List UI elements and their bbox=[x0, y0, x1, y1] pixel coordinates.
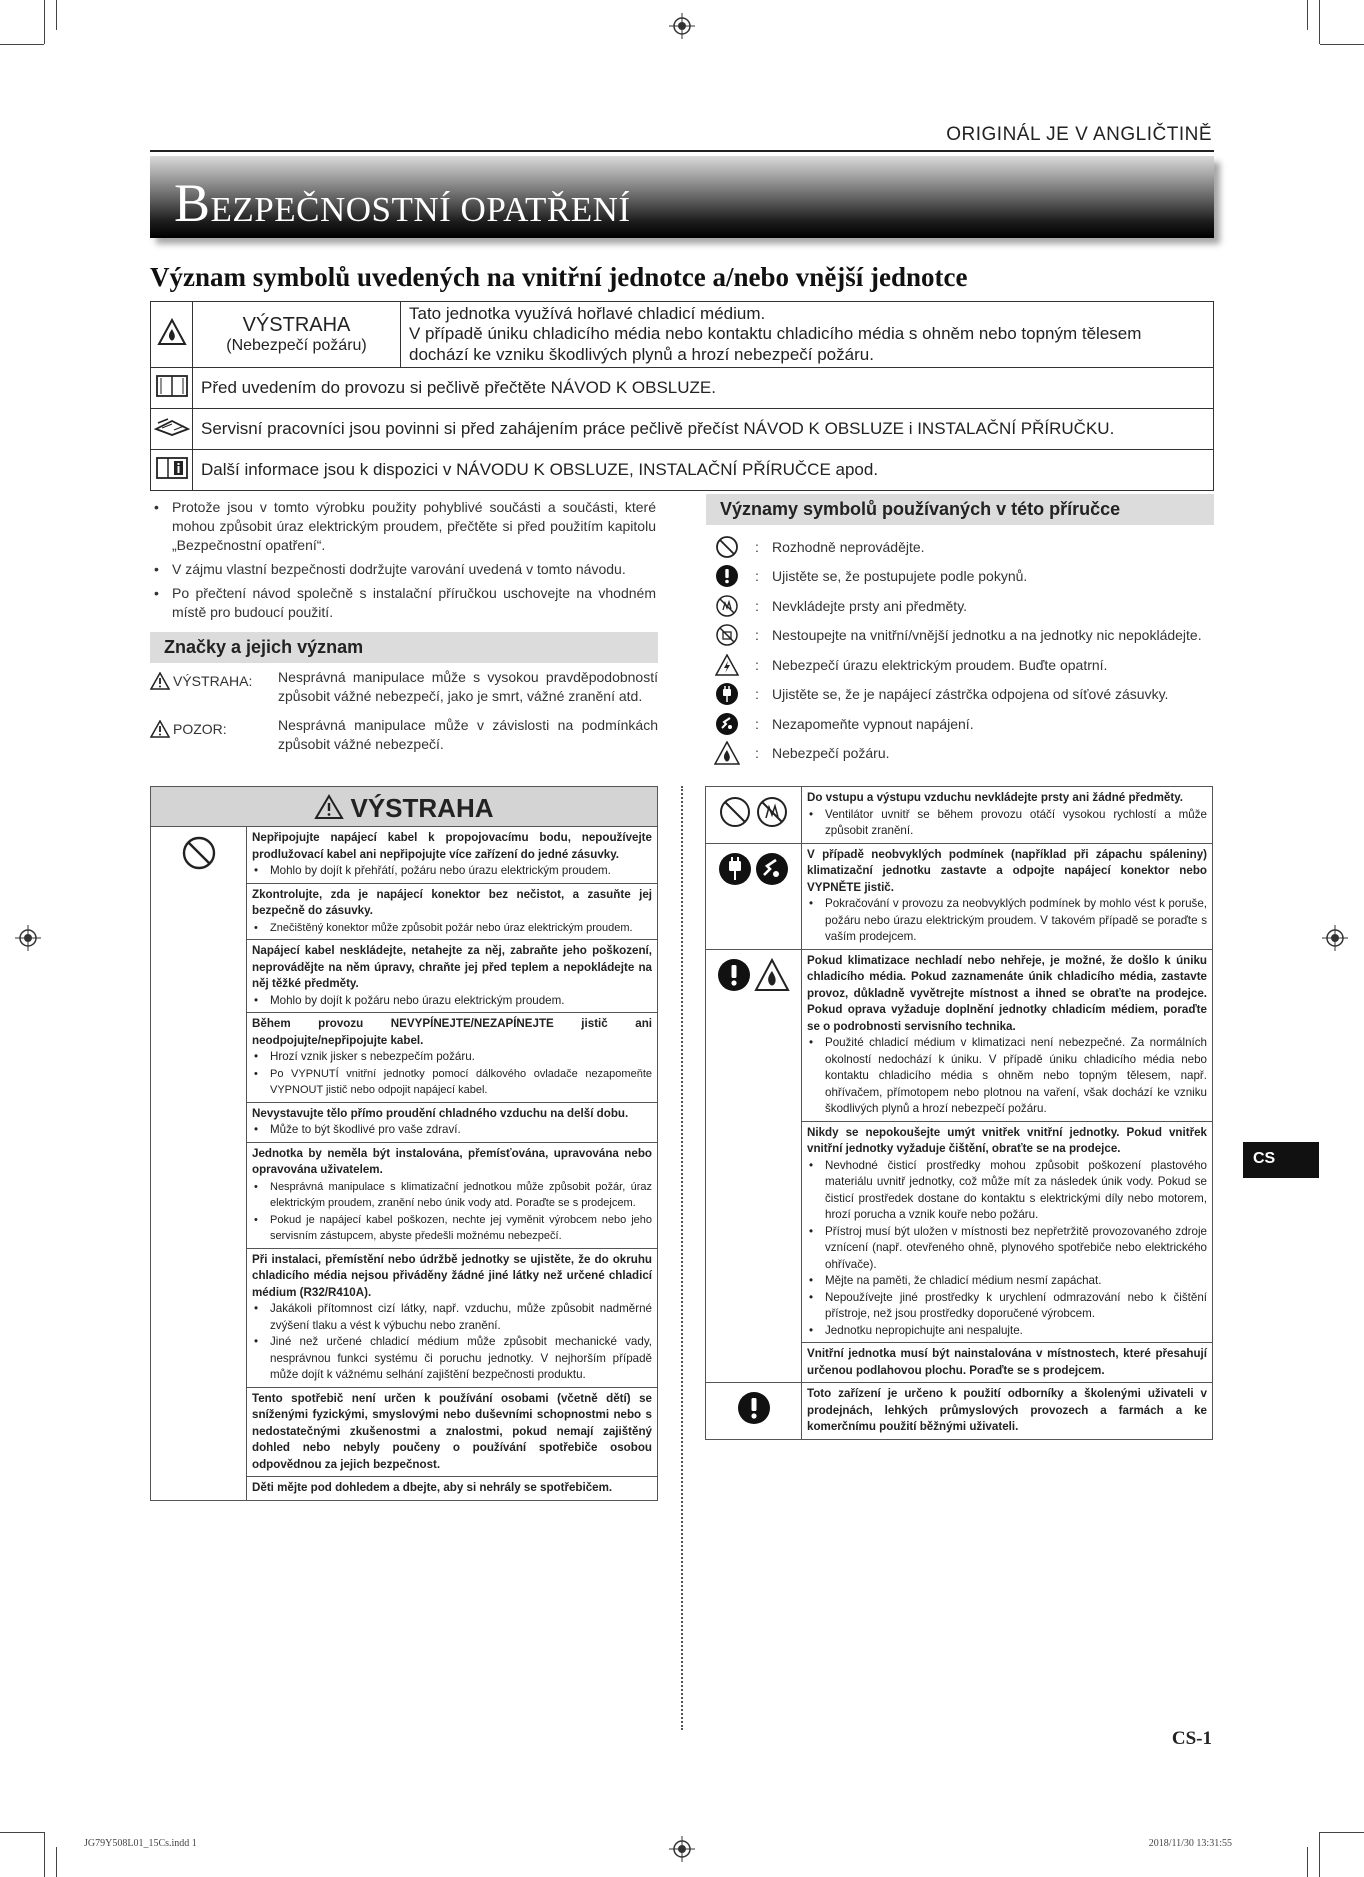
symbol-cell bbox=[151, 302, 193, 368]
no-fingers-icon bbox=[755, 795, 789, 829]
mark-row-warning bbox=[150, 668, 658, 706]
warning-heading-text: VÝSTRAHA bbox=[350, 792, 494, 823]
power-off-icon bbox=[755, 852, 789, 886]
title-rest: EZPEČNOSTNÍ OPATŘENÍ bbox=[210, 190, 631, 229]
mark-row-caution bbox=[150, 716, 658, 754]
warning-mark-text: Nesprávná manipulace může s vysokou pravděpodobností způsobit vážné nebezpečí, jako je smrt, vážné zranění atd. bbox=[278, 669, 658, 704]
marks-heading: Značky a jejich význam bbox=[150, 632, 658, 663]
meaning-text: Nebezpečí úrazu elektrickým proudem. Buďte opatrní. bbox=[772, 656, 1108, 673]
warning-table-left bbox=[150, 786, 658, 1501]
list-item: • Použité chladicí médium v klimatizaci není nebezpečné. Za normálních okolností nedochází k úniku. V případě úniku chladicího média nebo kontaktu chladicího média s ohněm nebo topným tělesem, např. ohřívačem, přímotopem nebo plotnou na vaření, však dochází ke vzniku škodlivých plynů a hrozí nebezpečí požáru. bbox=[807, 1035, 1207, 1118]
caution-triangle-icon bbox=[150, 672, 170, 690]
crop-mark bbox=[1319, 0, 1320, 44]
warning-row: V případě neobvyklých podmínek (například při zápachu spáleniny) klimatizační jednotku zastavte a odpojte napájecí konektor nebo VYPNĚTE jistič. • Pokračování v provozu za neobvyklých podmínek by mohlo vést k poruše, požáru nebo úrazu elektrickým proudem. V takovém případě se poraďte s vaším prodejcem. bbox=[802, 843, 1213, 949]
caution-triangle-icon bbox=[314, 794, 344, 820]
warning-row: Toto zařízení je určeno k použití odborníky a školenými uživateli v prodejnách, lehkých průmyslových provozech a farmách a ke komerčnímu použití běžnými uživateli. bbox=[802, 1383, 1213, 1440]
colon: : bbox=[755, 715, 759, 732]
list-item bbox=[712, 532, 1232, 562]
list-item: • Mějte na paměti, že chladicí médium nesmí zapáchat. bbox=[807, 1273, 1207, 1290]
meaning-text: Rozhodně neprovádějte. bbox=[772, 538, 925, 555]
colon: : bbox=[755, 568, 759, 585]
warning-row: Děti mějte pod dohledem a dbejte, aby si nehrály se spotřebičem. bbox=[247, 1477, 658, 1501]
no-stepping-icon bbox=[715, 623, 739, 647]
info-book-icon bbox=[155, 455, 189, 481]
prohibited-icon bbox=[715, 535, 739, 559]
registration-mark-icon bbox=[669, 13, 695, 39]
warning-sublabel: (Nebezpečí požáru) bbox=[226, 336, 367, 354]
language-tab: CS bbox=[1243, 1142, 1319, 1178]
list-item: • Jiné než určené chladicí médium může způsobit mechanické vady, nesprávnou funkci systému či poruchu jednotky. V nejhorším případě může dojít k vážnému selhání zajištění bezpečnosti produktu. bbox=[252, 1334, 652, 1384]
warning-label-cell bbox=[193, 302, 401, 368]
symbol-cell bbox=[151, 409, 193, 450]
unplug-icon bbox=[718, 852, 752, 886]
fire-warning-icon bbox=[157, 318, 187, 346]
list-item: • Jakákoli přítomnost cizí látky, např. vzduchu, může způsobit nadměrné zvýšení tlaku a vést k výbuchu nebo zranění. bbox=[252, 1301, 652, 1334]
list-item bbox=[712, 680, 1232, 710]
column-divider bbox=[681, 786, 683, 1730]
page-number: CS-1 bbox=[1171, 1728, 1212, 1749]
page-title bbox=[174, 172, 631, 234]
original-language-note: ORIGINÁL JE V ANGLIČTINĚ bbox=[946, 124, 1212, 145]
symbols-heading: Význam symbolů uvedených na vnitřní jednotce a/nebo vnější jednotce bbox=[150, 262, 968, 292]
registration-mark-icon bbox=[1322, 925, 1348, 951]
symbol-cell bbox=[151, 368, 193, 409]
warning-row: Nepřipojujte napájecí kabel k propojovacímu bodu, nepoužívejte prodlužovací kabel ani nepřipojujte více zařízení do jedné zásuvky. • Mohlo by dojít k přehřátí, požáru nebo úrazu elektrickým proudem. bbox=[247, 827, 658, 884]
list-item: • Přístroj musí být uložen v místnosti bez nepřetržitě provozovaného zdroje vznícení (např. otevřeného ohně, plynového spotřebiče nebo elektrického ohřívače). bbox=[807, 1224, 1207, 1274]
electric-shock-icon bbox=[715, 654, 739, 676]
warning-row: Nevystavujte tělo přímo proudění chladného vzduchu na delší dobu. • Může to být škodlivé pro vaše zdraví. bbox=[247, 1102, 658, 1142]
meanings-heading: Významy symbolů používaných v této příručce bbox=[706, 494, 1214, 525]
list-item: • Pokračování v provozu za neobvyklých podmínek by mohlo vést k poruše, požáru nebo úrazu elektrickým proudem. V takovém případě se poraďte s vaším prodejcem. bbox=[807, 896, 1207, 946]
warning-row: Tento spotřebič není určen k používání osobami (včetně dětí) se sníženými fyzickými, smyslovými nebo duševními schopnostmi nebo s nedostatečnými zkušenostmi a znalostmi, pokud nemají zajištěný dohled nebo nebyly poučeny o používání spotřebiče osobou odpovědnou za jejich bezpečnost. bbox=[247, 1387, 658, 1477]
colon: : bbox=[755, 597, 759, 614]
manual-row-text: Před uvedením do provozu si pečlivě přečtěte NÁVOD K OBSLUZE. bbox=[193, 368, 1214, 409]
service-manual-icon bbox=[154, 415, 190, 439]
list-item bbox=[712, 562, 1232, 592]
colon: : bbox=[755, 686, 759, 703]
list-item: • V zájmu vlastní bezpečnosti dodržujte varování uvedená v tomto návodu. bbox=[150, 560, 656, 579]
warning-row: Do vstupu a výstupu vzduchu nevkládejte prsty ani žádné předměty. • Ventilátor uvnitř se během provozu otáčí vysokou rychlostí a může způsobit zranění. bbox=[802, 787, 1213, 844]
unplug-icon bbox=[715, 682, 739, 706]
registration-mark-icon bbox=[15, 925, 41, 951]
warning-icon-cell bbox=[706, 843, 802, 949]
manual-book-icon bbox=[155, 373, 189, 399]
crop-mark bbox=[0, 44, 44, 45]
prohibited-icon bbox=[181, 835, 217, 871]
header-rule bbox=[150, 150, 1214, 152]
warning-row: Nikdy se nepokoušejte umýt vnitřek vnitřní jednotky. Pokud vnitřek vnitřní jednotky vyžaduje čištění, obraťte se na prodejce. • Nevhodné čisticí prostředky mohou způsobit poškození plastového materiálu uvnitř jednotky, což může mít za následek únik vody. Pokud se čisticí prostředek dostane do kontaktu s elektrickými díly nebo motorem, hrozí porucha a vznik kouře nebo požáru. • Přístroj musí být uložen v místnosti bez nepřetržitě provozovaného zdroje vznícení (např. otevřeného ohně, plynového spotřebiče nebo elektrického ohřívače). • Mějte na paměti, že chladicí médium nesmí zapáchat. • Nepoužívejte jiné prostředky k urychlení odmrazování nebo k čištění přístroje, než jsou prostředky doporučené výrobcem. • Jednotku nepropichujte ani nespalujte. bbox=[802, 1121, 1213, 1343]
mandatory-icon bbox=[717, 958, 751, 992]
list-item: • Ventilátor uvnitř se během provozu otáčí vysokou rychlostí a může způsobit zranění. bbox=[807, 807, 1207, 840]
warning-icon-cell bbox=[706, 787, 802, 844]
footer-datetime: 2018/11/30 13:31:55 bbox=[1148, 1838, 1232, 1849]
crop-mark bbox=[1307, 0, 1308, 30]
warning-icon-cell bbox=[151, 827, 247, 1501]
list-item: • Znečištěný konektor může způsobit požár nebo úraz elektrickým proudem. bbox=[252, 920, 652, 937]
title-initial: B bbox=[174, 173, 211, 233]
meaning-text: Nevkládejte prsty ani předměty. bbox=[772, 597, 968, 614]
mandatory-icon bbox=[737, 1391, 771, 1425]
list-item: • Jednotku nepropichujte ani nespalujte. bbox=[807, 1323, 1207, 1340]
crop-mark bbox=[56, 0, 57, 30]
warning-label: VÝSTRAHA bbox=[242, 313, 351, 336]
symbol-cell bbox=[151, 450, 193, 491]
mandatory-icon bbox=[715, 564, 739, 588]
meaning-text: Nebezpečí požáru. bbox=[772, 745, 890, 762]
crop-mark bbox=[56, 1847, 57, 1877]
list-item: • Pokud je napájecí kabel poškozen, nechte jej vyměnit výrobcem nebo jeho servisním zástupcem, abyste předešli možnému nebezpečí. bbox=[252, 1212, 652, 1245]
meaning-text: Ujistěte se, že postupujete podle pokynů. bbox=[772, 568, 1028, 585]
intro-bullets bbox=[150, 498, 656, 627]
warning-table-heading bbox=[151, 787, 658, 827]
list-item: • Po VYPNUTÍ vnitřní jednotky pomocí dálkového ovladače nezapomeňte VYPNOUT jistič nebo odpojit napájecí kabel. bbox=[252, 1066, 652, 1099]
power-off-icon bbox=[715, 712, 739, 736]
list-item: • Protože jsou v tomto výrobku použity pohyblivé součásti a součásti, které mohou způsobit úraz elektrickým proudem, přečtěte si před použitím kapitolu „Bezpečnostní opatření“. bbox=[150, 498, 656, 555]
warning-row: Pokud klimatizace nechladí nebo nehřeje, je možné, že došlo k úniku chladicího média. Pokud zaznamenáte únik chladicího média, zastavte provoz, důkladně vyvětrejte místnost a ihned se obraťte na prodejce. Pokud oprava vyžaduje doplnění jednotky chladicím médiem, poraďte se o podrobnosti servisního technika. • Použité chladicí médium v klimatizaci není nebezpečné. Za normálních okolností nedochází k úniku. V případě úniku chladicího média nebo kontaktu chladicího média s ohněm nebo topným tělesem, např. ohřívačem, přímotopem nebo plotnou na vaření, však dochází ke vzniku škodlivých plynů a hrozí nebezpečí požáru. bbox=[802, 949, 1213, 1121]
list-item: • Hrozí vznik jisker s nebezpečím požáru. bbox=[252, 1049, 652, 1066]
title-banner bbox=[150, 156, 1214, 238]
list-item: • Nesprávná manipulace s klimatizační jednotkou může způsobit požár, úraz elektrickým proudem, zranění nebo únik vody atd. Poraďte se s prodejcem. bbox=[252, 1179, 652, 1212]
crop-mark bbox=[1319, 1832, 1320, 1877]
warning-row: Během provozu NEVYPÍNEJTE/NEZAPÍNEJTE jistič ani neodpojujte/nepřipojujte kabel. • Hrozí vznik jisker s nebezpečím požáru. • Po VYPNUTÍ vnitřní jednotky pomocí dálkového ovladače nezapomeňte VYPNOUT jistič nebo odpojit napájecí kabel. bbox=[247, 1013, 658, 1103]
warning-text-2: V případě úniku chladicího média nebo kontaktu chladicího média s ohněm nebo topným tělesem dochází ke vzniku škodlivých plynů a hrozí nebezpečí požáru. bbox=[409, 324, 1142, 364]
list-item: • Může to být škodlivé pro vaše zdraví. bbox=[252, 1122, 652, 1139]
list-item: • Mohlo by dojít k přehřátí, požáru nebo úrazu elektrickým proudem. bbox=[252, 863, 652, 880]
symbols-table bbox=[150, 301, 1214, 491]
fire-hazard-icon bbox=[714, 741, 740, 765]
warning-row: Jednotka by neměla být instalována, přemísťována, upravována nebo opravována uživatelem. • Nesprávná manipulace s klimatizační jednotkou může způsobit požár, úraz elektrickým proudem, zranění nebo únik vody atd. Poraďte se s prodejcem. • Pokud je napájecí kabel poškozen, nechte jej vyměnit výrobcem nebo jeho servisním zástupcem, abyste předešli možnému nebezpečí. bbox=[247, 1142, 658, 1248]
warning-row: Při instalaci, přemístění nebo údržbě jednotky se ujistěte, že do okruhu chladicího média nejsou přiváděny žádné jiné látky než určené chladicí médium (R32/R410A). • Jakákoli přítomnost cizí látky, např. vzduchu, může způsobit nadměrné zvýšení tlaku a vést k výbuchu nebo zranění. • Jiné než určené chladicí médium může způsobit mechanické vady, nesprávnou funkci systému či poruchu jednotky. V nejhorším případě může dojít k vážnému selhání zajištění bezpečnosti produktu. bbox=[247, 1248, 658, 1387]
meanings-list bbox=[712, 532, 1232, 768]
no-fingers-icon bbox=[715, 594, 739, 618]
info-row-text: Další informace jsou k dispozici v NÁVODU K OBSLUZE, INSTALAČNÍ PŘÍRUČCE apod. bbox=[193, 450, 1214, 491]
registration-mark-icon bbox=[669, 1836, 695, 1862]
warning-row: Napájecí kabel neskládejte, netahejte za něj, zabraňte jeho poškození, neprovádějte na něm úpravy, chraňte jej před teplem a nepokládejte na něj těžké předměty. • Mohlo by dojít k požáru nebo úrazu elektrickým proudem. bbox=[247, 940, 658, 1013]
colon: : bbox=[755, 538, 759, 555]
warning-mark-label: VÝSTRAHA: bbox=[173, 673, 253, 689]
warning-text-cell bbox=[401, 302, 1214, 368]
mark-label bbox=[150, 668, 278, 706]
caution-mark-text: Nesprávná manipulace může v závislosti na podmínkách způsobit vážné nebezpečí. bbox=[278, 717, 658, 752]
caution-mark-label: POZOR: bbox=[173, 721, 227, 737]
meaning-text: Nezapomeňte vypnout napájení. bbox=[772, 715, 974, 732]
service-row-text: Servisní pracovníci jsou povinni si před zahájením práce pečlivě přečíst NÁVOD K OBSLUZE i INSTALAČNÍ PŘÍRUČKU. bbox=[193, 409, 1214, 450]
colon: : bbox=[755, 656, 759, 673]
footer-file: JG79Y508L01_15Cs.indd 1 bbox=[84, 1838, 197, 1849]
crop-mark bbox=[1320, 1832, 1364, 1833]
colon: : bbox=[755, 745, 759, 762]
warning-icon-cell bbox=[706, 1383, 802, 1440]
crop-mark bbox=[44, 0, 45, 44]
warning-icon-cell bbox=[706, 949, 802, 1383]
warning-table-right bbox=[705, 786, 1213, 1440]
fire-hazard-icon bbox=[754, 958, 790, 992]
warning-text-1: Tato jednotka využívá hořlavé chladicí médium. bbox=[409, 304, 766, 323]
colon: : bbox=[755, 627, 759, 644]
marks-list bbox=[150, 668, 658, 764]
list-item bbox=[712, 591, 1232, 621]
crop-mark bbox=[0, 1832, 44, 1833]
list-item bbox=[712, 739, 1232, 769]
list-item bbox=[712, 709, 1232, 739]
list-item bbox=[712, 650, 1232, 680]
prohibited-icon bbox=[718, 795, 752, 829]
caution-triangle-icon bbox=[150, 720, 170, 738]
meaning-text: Nestoupejte na vnitřní/vnější jednotku a na jednotky nic nepokládejte. bbox=[772, 627, 1202, 644]
warning-row: Zkontrolujte, zda je napájecí konektor bez nečistot, a zasuňte jej bezpečně do zásuvky. • Znečištěný konektor může způsobit požár nebo úraz elektrickým proudem. bbox=[247, 883, 658, 940]
list-item: • Po přečtení návod společně s instalační příručkou uschovejte na vhodném místě pro budoucí použití. bbox=[150, 584, 656, 622]
list-item: • Nepoužívejte jiné prostředky k urychlení odmrazování nebo k čištění přístroje, než jsou prostředky doporučené výrobcem. bbox=[807, 1290, 1207, 1323]
meaning-text: Ujistěte se, že je napájecí zástrčka odpojena od síťové zásuvky. bbox=[772, 686, 1169, 703]
warning-row: Vnitřní jednotka musí být nainstalována v místnostech, které přesahují určenou podlahovou plochu. Poraďte se s prodejcem. bbox=[802, 1343, 1213, 1383]
crop-mark bbox=[1320, 44, 1364, 45]
list-item: • Nevhodné čisticí prostředky mohou způsobit poškození plastového materiálu uvnitř jednotky, což může mít za následek únik vody. Pokud se čisticí prostředek dostane do kontaktu s elektrickými díly nebo motorem, hrozí porucha a vznik kouře nebo požáru. bbox=[807, 1158, 1207, 1224]
mark-label bbox=[150, 716, 278, 754]
crop-mark bbox=[44, 1832, 45, 1877]
crop-mark bbox=[1307, 1847, 1308, 1877]
list-item: • Mohlo by dojít k požáru nebo úrazu elektrickým proudem. bbox=[252, 993, 652, 1010]
list-item bbox=[712, 621, 1232, 651]
